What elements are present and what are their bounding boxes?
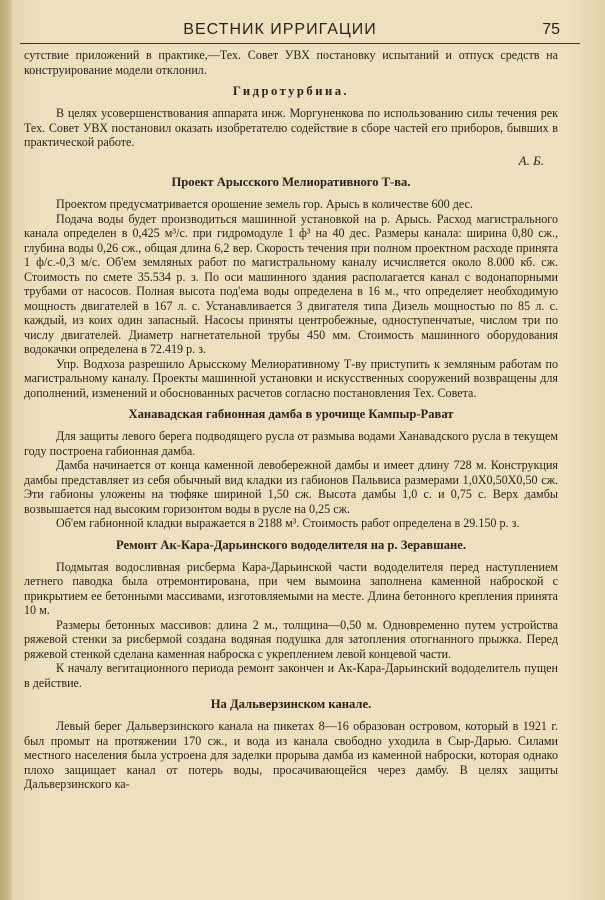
running-header bbox=[20, 18, 580, 44]
header-rule bbox=[20, 43, 580, 44]
paragraph: Дамба начинается от конца каменной левобережной дамбы и имеет длину 728 м. Конструкция дамбы представляет из себя обычный вид кладки из габионов Пальвиса размерами 1,0Х0,50Х0,50 сж. Эти габионы уложены на тюфяке шириной 1,50 сж. Высота дамбы 1,0 с. и 0,75 с. Верх дамбы возвышается над высоким горизонтом воды в русле на 0,25 сж. bbox=[24, 458, 558, 516]
journal-title: ВЕСТНИК ИРРИГАЦИИ bbox=[183, 21, 377, 38]
paragraph: В целях усовершенствования аппарата инж. Моргуненкова по использованию силы течения рек Тех. Совет УВХ постановил оказать изобретателю содействие в сборе частей его приборов, бывших в практической работе. bbox=[24, 106, 558, 149]
paragraph: Упр. Водхоза разрешило Арысскому Мелиоративному Т-ву приступить к земляным работам по магистральному каналу. Проекты машинной установки и искусственных сооружений возвращены для дополнений, изменений и обоснованных расчетов согласно постановления Тех. Совета. bbox=[24, 356, 558, 400]
author-signature: А. Б. bbox=[518, 152, 544, 168]
section-heading: Ханавадская габионная дамба в урочище Кампыр-Рават bbox=[128, 407, 454, 421]
paragraph: сутствие приложений в практике,—Тех. Совет УВХ постановку испытаний и отпуск средств на конструирование модели отклонил. bbox=[24, 48, 558, 77]
paragraph: Подача воды будет производиться машинной установкой на р. Арысь. Расход магистрального канала определен в 0,425 м³/с. при гидромодуле 1 ф³ на 40 дес. Размеры канала: ширина 0,80 сж., глубина воды 0,26 сж., общая длина 6,2 вер. Скорость течения при полном проектном расходе принята 1 ф/с.-0,3 м/с. Об'ем земляных работ по магистральному каналу исчисляется около 8.000 кб. сж. Стоимость по смете 35.534 р. з. По оси машинного здания располагается канал с водонапорными трубами от насосов. Полная высота под'ема воды определена в 16 м., что определяет необходимую мощность двигателей в 167 л. с. Устанавливается 3 двигателя типа Дизель мощностью по 85 л. с. каждый, из коих один запасный. Насосы приняты центробежные, одноступенчатые, числом три по числу двигателей. Диаметр нагнетательной трубы 450 мм. Стоимость машинного оборудования водокачки определена в 72.419 р. з. bbox=[24, 211, 558, 356]
section-heading: Проект Арысского Мелиоративного Т-ва. bbox=[171, 175, 411, 189]
paragraph: Левый берег Дальверзинского канала на пикетах 8—16 образован островом, который в 1921 г. был промыт на протяжении 170 сж., и вода из канала свободно уходила в Сыр-Дарью. Силами местного населения была устроена для заделки прорыва дамба из каменной наброски, которая однако плохо защищает канал от потерь воды, просачивающейся через дамбу. В целях защиты Дальверзинского ка- bbox=[24, 719, 558, 791]
page-number: 75 bbox=[542, 21, 560, 38]
section-heading: Гидротурбина. bbox=[232, 84, 350, 98]
page-spine bbox=[0, 0, 12, 900]
paragraph: К началу вегитационного периода ремонт закончен и Ак-Кара-Дарьинский вододелитель пущен в действие. bbox=[24, 661, 558, 690]
article-body bbox=[24, 48, 558, 792]
section-heading: На Дальверзинском канале. bbox=[210, 697, 372, 711]
paragraph: Об'ем габионной кладки выражается в 2188 м³. Стоимость работ определена в 29.150 р. з. bbox=[56, 516, 520, 530]
paragraph: Размеры бетонных массивов: длина 2 м., толщина—0,50 м. Одновременно путем устройства ряжевой стенки за рисбермой создана водяная подушка для затопления отогнанного прыжка. Перед ряжевой стенкой сделана каменная наброска с укреплением левой концевой части. bbox=[24, 617, 558, 661]
section-heading: Ремонт Ак-Кара-Дарьинского вододелителя на р. Зеравшане. bbox=[116, 537, 466, 552]
paragraph: Проектом предусматривается орошение земель гор. Арысь в количестве 600 дес. bbox=[56, 197, 473, 211]
paragraph: Для защиты левого берега подводящего русла от размыва водами Ханавадского русла в текущем году построена габионная дамба. bbox=[24, 429, 558, 458]
paragraph: Подмытая водосливная рисберма Кара-Дарьинской части вододелителя перед наступлением летнего паводка была отремонтирована, при чем вымоина заполнена каменной наброской с прикрытием ее бетонными массивами, изготовляемыми на месте. Длина бетонного крепления принята 10 м. bbox=[24, 559, 558, 617]
